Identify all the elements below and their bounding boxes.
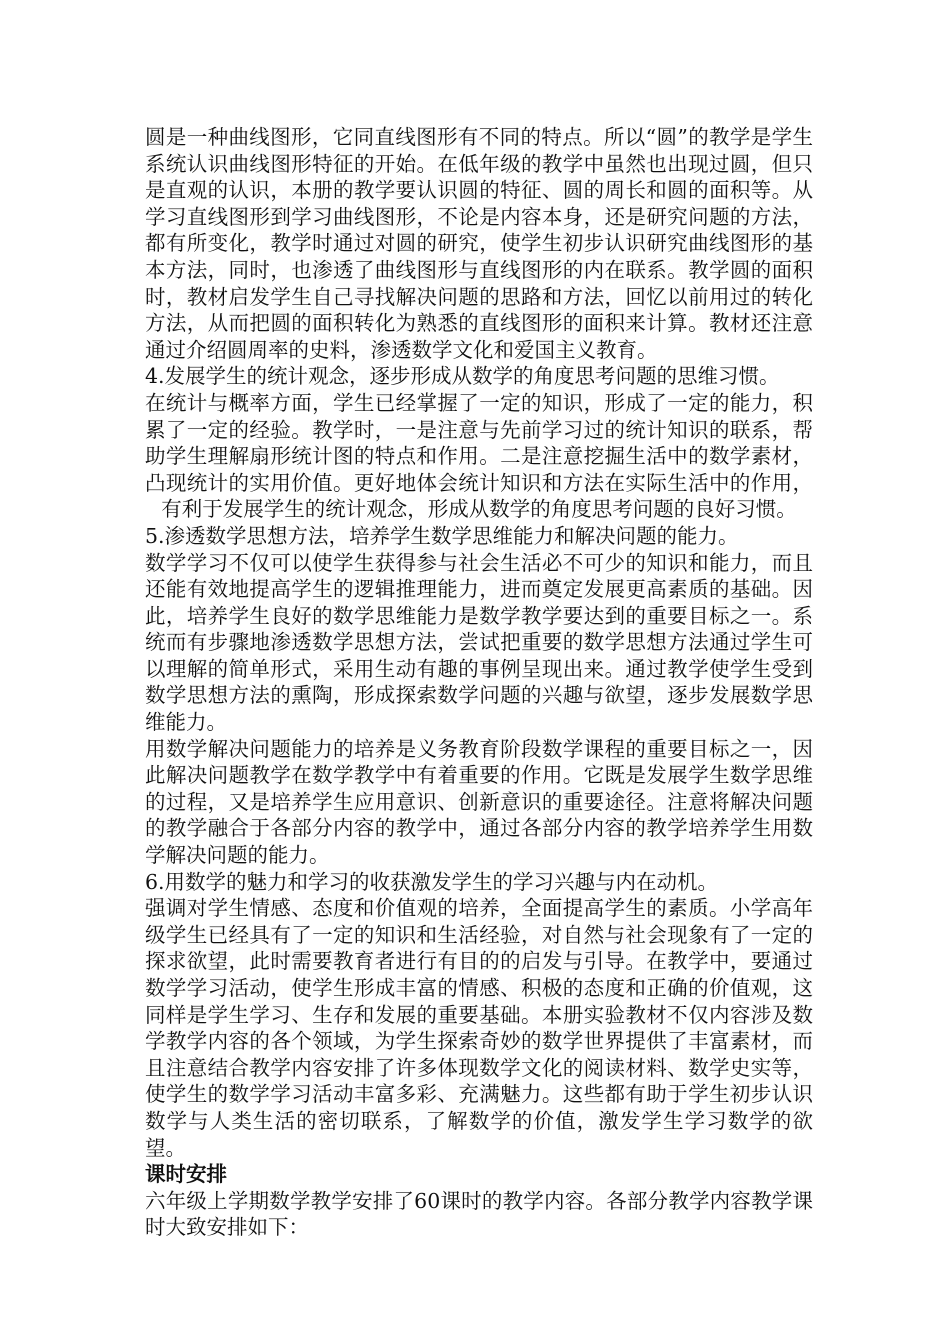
paragraph-schedule-intro: 六年级上学期数学教学安排了60课时的教学内容。各部分教学内容教学课时大致安排如下： xyxy=(145,1188,813,1240)
document-page xyxy=(145,124,813,1241)
item-6-heading: 6.用数学的魅力和学习的收获激发学生的学习兴趣与内在动机。 xyxy=(145,869,719,894)
paragraph-emotion-attitude: 强调对学生情感、态度和价值观的培养，全面提高学生的素质。小学高年级学生已经具有了一定的知识和生活经验，对自然与社会现象有了一定的探求欲望，此时需要教育者进行有目的的启发与引导。在教学中，要通过数学学习活动，使学生形成丰富的情感、积极的态度和正确的价值观，这同样是学生学习、生存和发展的重要基础。本册实验教材不仅内容涉及数学教学内容的各个领域，为学生探索奇妙的数学世界提供了丰富素材，而且注意结合教学内容安排了许多体现数学文化的阅读材料、数学史实等，使学生的数学学习活动丰富多彩、充满魅力。这些都有助于学生初步认识数学与人类生活的密切联系，了解数学的价值，激发学生学习数学的欲望。 xyxy=(145,896,813,1160)
section-heading-schedule: 课时安排 xyxy=(145,1162,227,1187)
item-4-heading: 4.发展学生的统计观念，逐步形成从数学的角度思考问题的思维习惯。 xyxy=(145,364,780,389)
paragraph-statistics: 在统计与概率方面，学生已经掌握了一定的知识，形成了一定的能力，积累了一定的经验。教学时，一是注意与先前学习过的统计知识的联系，帮助学生理解扇形统计图的特点和作用。二是注意挖掘生活中的数学素材，凸现统计的实用价值。更好地体会统计知识和方法在实际生活中的作用，有利于发展学生的统计观念，形成从数学的角度思考问题的良好习惯。 xyxy=(145,390,813,522)
paragraph-math-thinking: 数学学习不仅可以使学生获得参与社会生活必不可少的知识和能力，而且还能有效地提高学生的逻辑推理能力，进而奠定发展更高素质的基础。因此，培养学生良好的数学思维能力是数学教学要达到的重要目标之一。系统而有步骤地渗透数学思想方法，尝试把重要的数学思想方法通过学生可以理解的简单形式，采用生动有趣的事例呈现出来。通过教学使学生受到数学思想方法的熏陶，形成探索数学问题的兴趣与欲望，逐步发展数学思维能力。 xyxy=(145,550,813,735)
paragraph-circle-teaching: 圆是一种曲线图形，它同直线图形有不同的特点。所以“圆”的教学是学生系统认识曲线图形特征的开始。在低年级的教学中虽然也出现过圆，但只是直观的认识，本册的教学要认识圆的特征、圆的周长和圆的面积等。从学习直线图形到学习曲线图形，不论是内容本身，还是研究问题的方法，都有所变化，教学时通过对圆的研究，使学生初步认识研究曲线图形的基本方法，同时，也渗透了曲线图形与直线图形的内在联系。教学圆的面积时，教材启发学生自己寻找解决问题的思路和方法，回忆以前用过的转化方法，从而把圆的面积转化为熟悉的直线图形的面积来计算。教材还注意通过介绍圆周率的史料，渗透数学文化和爱国主义教育。 xyxy=(145,125,813,362)
item-5-heading: 5.渗透数学思想方法，培养学生数学思维能力和解决问题的能力。 xyxy=(145,523,739,548)
paragraph-problem-solving: 用数学解决问题能力的培养是义务教育阶段数学课程的重要目标之一，因此解决问题教学在数学教学中有着重要的作用。它既是发展学生数学思维的过程，又是培养学生应用意识、创新意识的重要途径。注意将解决问题的教学融合于各部分内容的教学中，通过各部分内容的教学培养学生用数学解决问题的能力。 xyxy=(145,736,813,868)
